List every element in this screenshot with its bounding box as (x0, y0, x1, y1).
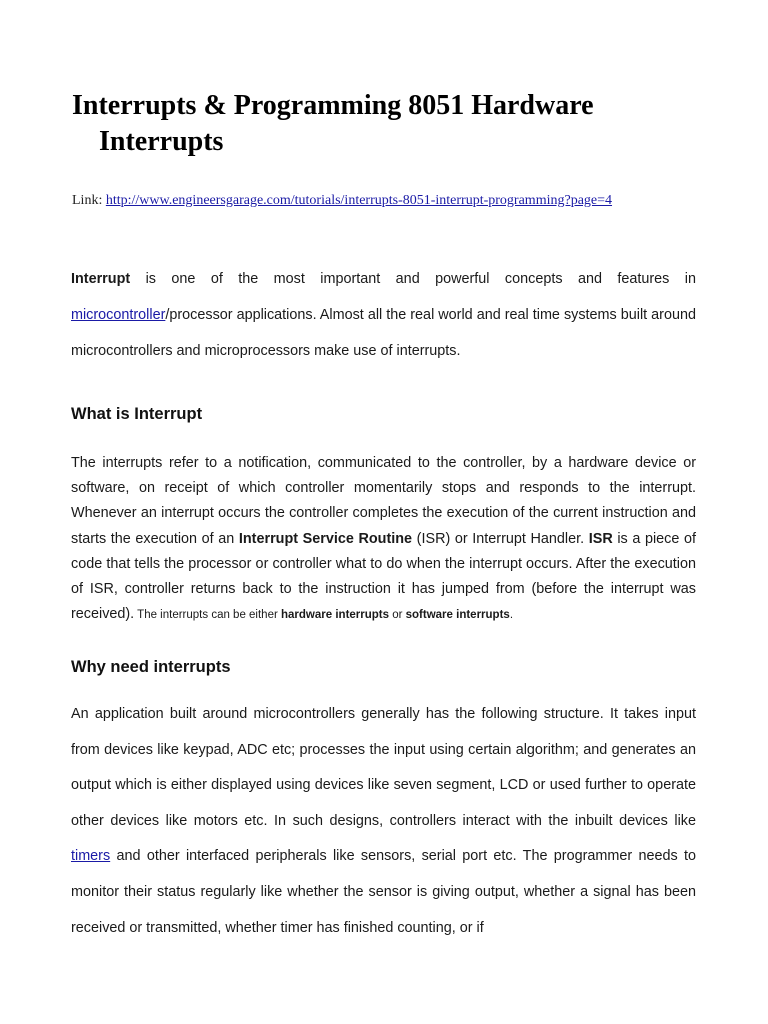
isr-abbr: ISR (588, 530, 613, 547)
s1-text-1: The interrupts refer to a notification, communicated to the controller, by a hardware device or software, on receipt of which controller momentarily stops and responds to the interrupt. Whenever an interrupt occurs the controller completes the execution of the current instruction and starts the execution of an (71, 455, 696, 547)
link-label: Link: (72, 193, 106, 208)
what-is-interrupt-paragraph (71, 451, 696, 628)
intro-text-1: is one of the most important and powerful concepts and features in (130, 271, 696, 287)
s1-text-3: is a piece of code that tells the processor or controller what to do when the interrupt occurs. After the execution of ISR, controller returns back to the instruction it has jumped from (before the interrupt was received). (71, 530, 696, 623)
intro-term: Interrupt (71, 271, 131, 287)
page-title (72, 88, 692, 160)
s1-small-text-3: . (509, 609, 514, 622)
title-line-1: Interrupts & Programming 8051 Hardware (72, 90, 594, 121)
s2-text-2: and other interfaced peripherals like sensors, serial port etc. The programmer needs to monitor their status regularly like whether the sensor is giving output, whether a signal has been received or transmitted, whether timer has finished counting, or if (71, 848, 696, 936)
section-heading-why-need-interrupts: Why need interrupts (71, 658, 231, 676)
s1-text-2: (ISR) or Interrupt Handler. (412, 530, 589, 547)
isr-term: Interrupt Service Routine (238, 530, 413, 547)
intro-text-2: /processor applications. Almost all the real world and real time systems built around microcontrollers and microprocessors make use of interrupts. (71, 307, 696, 359)
s1-small-text-1: The interrupts can be either (134, 609, 282, 622)
source-link-line (72, 193, 612, 209)
software-interrupts-term: software interrupts (405, 609, 510, 622)
section-heading-what-is-interrupt: What is Interrupt (71, 405, 203, 423)
microcontroller-link[interactable]: microcontroller (71, 307, 166, 323)
timers-link[interactable]: timers (71, 848, 111, 865)
why-need-interrupts-paragraph (71, 697, 696, 946)
title-line-2: Interrupts (99, 126, 224, 157)
intro-paragraph (71, 261, 696, 369)
source-link[interactable]: http://www.engineersgarage.com/tutorials/interrupts-8051-interrupt-programming?page=4 (105, 193, 613, 208)
s2-text-1: An application built around microcontrollers generally has the following structure. It takes input from devices like keypad, ADC etc; processes the input using certain algorithm; and generates an output which is either displayed using devices like seven segment, LCD or used further to operate other devices like motors etc. In such designs, controllers interact with the inbuilt devices like (71, 706, 696, 829)
hardware-interrupts-term: hardware interrupts (281, 609, 390, 622)
s1-small-text-2: or (389, 609, 406, 622)
